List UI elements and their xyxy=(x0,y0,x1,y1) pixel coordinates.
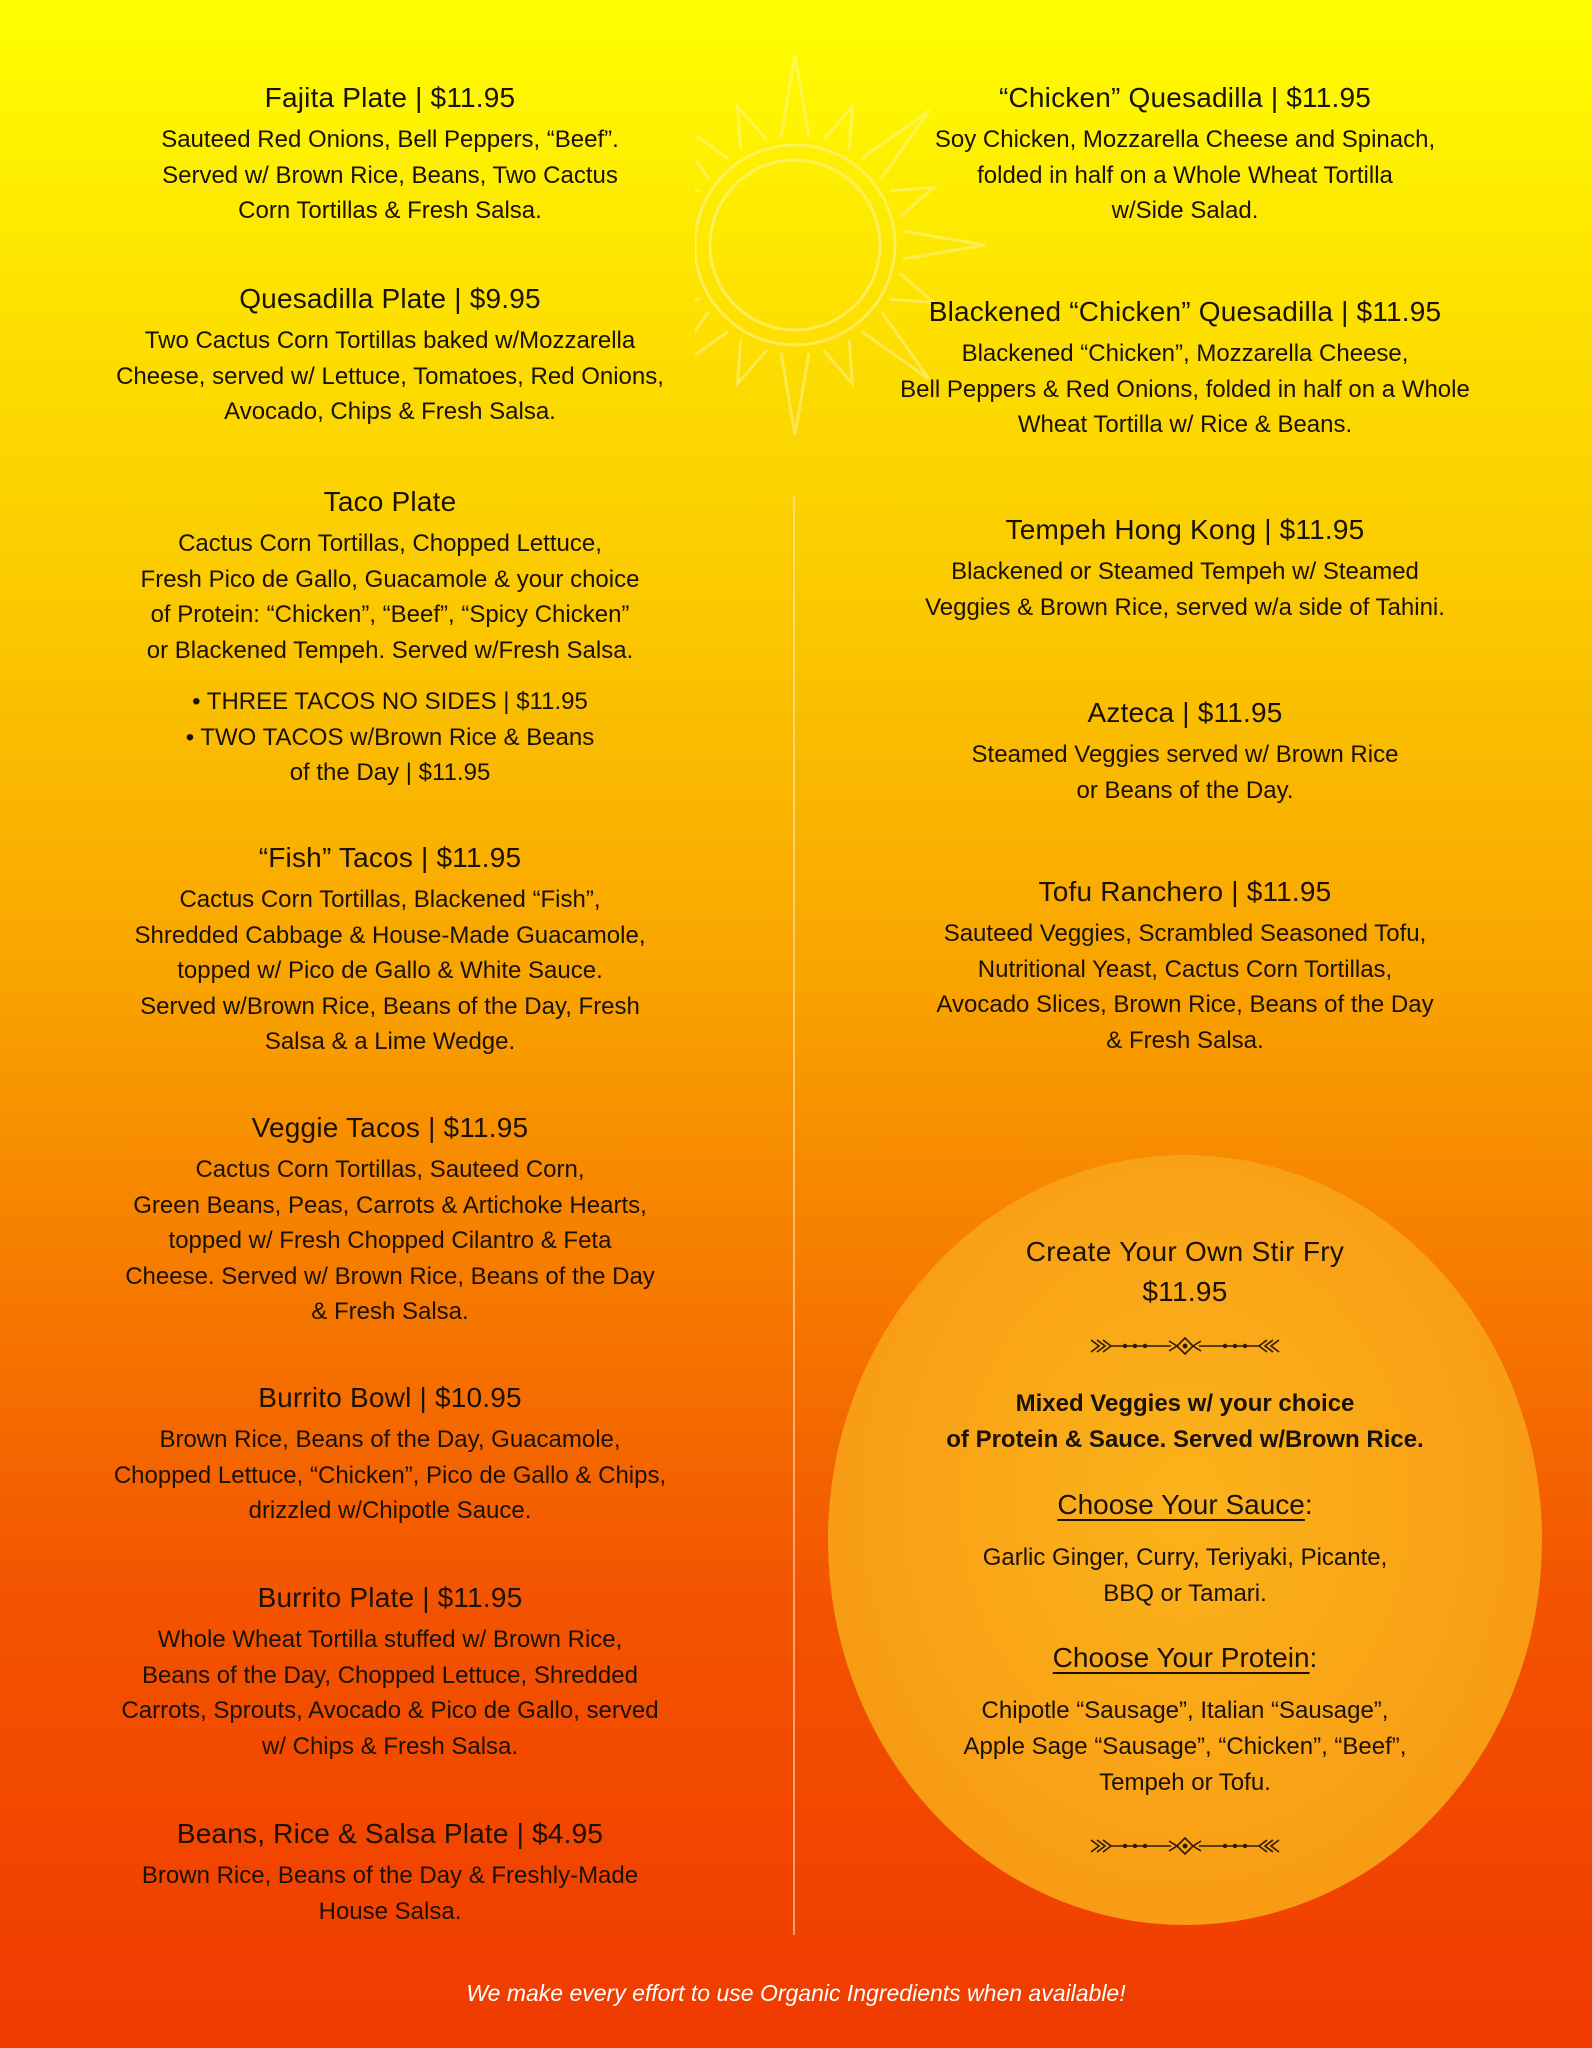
item-description: Cactus Corn Tortillas, Blackened “Fish”, Shredded Cabbage & House-Made Guacamole, topped w/ Pico de Gallo & White Sauce. Served w/Brown Rice, Beans of the Day, Fresh Salsa & a Lime Wedge. xyxy=(134,886,646,1055)
item-title: Tempeh Hong Kong | $11.95 xyxy=(1005,514,1365,545)
protein-section xyxy=(828,1640,1542,1801)
item-description: Sauteed Red Onions, Bell Peppers, “Beef”. Served w/ Brown Rice, Beans, Two Cactus Corn Tortillas & Fresh Salsa. xyxy=(161,126,619,224)
item-title: Azteca | $11.95 xyxy=(1087,697,1283,728)
menu-item-quesadilla-plate xyxy=(65,281,715,430)
taco-options: • THREE TACOS NO SIDES | $11.95 • TWO TACOS w/Brown Rice & Beans of the Day | $11.95 xyxy=(185,688,595,786)
column-divider xyxy=(793,495,795,1935)
sauce-heading: Choose Your Sauce: xyxy=(1057,1489,1313,1520)
item-title: Burrito Plate | $11.95 xyxy=(257,1582,523,1613)
item-description: Brown Rice, Beans of the Day, Guacamole, Chopped Lettuce, “Chicken”, Pico de Gallo & Chips, drizzled w/Chipotle Sauce. xyxy=(113,1426,667,1524)
item-title: Burrito Bowl | $10.95 xyxy=(258,1382,522,1413)
item-title: Fajita Plate | $11.95 xyxy=(264,82,516,113)
item-title: Veggie Tacos | $11.95 xyxy=(251,1112,529,1143)
item-title: Beans, Rice & Salsa Plate | $4.95 xyxy=(176,1818,604,1849)
menu-item-fajita-plate xyxy=(65,80,715,229)
menu-item-burrito-bowl xyxy=(65,1380,715,1529)
sun-ray xyxy=(903,231,985,259)
arrow-ornament-icon xyxy=(1085,1335,1285,1357)
item-title: “Fish” Tacos | $11.95 xyxy=(258,842,522,873)
stir-fry-price: $11.95 xyxy=(1142,1276,1228,1307)
item-description: Sauteed Veggies, Scrambled Seasoned Tofu, Nutritional Yeast, Cactus Corn Tortillas, Avocado Slices, Brown Rice, Beans of the Day & Fresh Salsa. xyxy=(936,920,1434,1054)
item-title: “Chicken” Quesadilla | $11.95 xyxy=(998,82,1372,113)
menu-item-tempeh-hong-kong xyxy=(860,512,1510,625)
stir-fry-title: Create Your Own Stir Fry xyxy=(1025,1236,1345,1267)
stir-fry-ornament-bottom xyxy=(828,1835,1542,1857)
stir-fry-ornament-top xyxy=(828,1335,1542,1357)
sun-ray xyxy=(823,106,852,150)
menu-item-chicken-quesadilla xyxy=(860,80,1510,229)
menu-item-taco-plate xyxy=(65,484,715,791)
protein-heading: Choose Your Protein: xyxy=(1052,1642,1318,1673)
menu-item-burrito-plate xyxy=(65,1580,715,1764)
menu-item-fish-tacos xyxy=(65,840,715,1060)
item-description: Two Cactus Corn Tortillas baked w/Mozzarella Cheese, served w/ Lettuce, Tomatoes, Red Onions, Avocado, Chips & Fresh Salsa. xyxy=(116,327,664,425)
item-title: Quesadilla Plate | $9.95 xyxy=(239,283,541,314)
stir-fry-heading xyxy=(828,1232,1542,1312)
organic-ingredients-note: We make every effort to use Organic Ingredients when available! xyxy=(466,1980,1126,2006)
item-description: Cactus Corn Tortillas, Sauteed Corn, Green Beans, Peas, Carrots & Artichoke Hearts, topped w/ Fresh Chopped Cilantro & Feta Cheese. Served w/ Brown Rice, Beans of the Day & Fresh Salsa. xyxy=(125,1156,655,1325)
menu-item-azteca xyxy=(860,695,1510,808)
menu-item-blackened-chicken-quesadilla xyxy=(860,294,1510,443)
item-description: Blackened “Chicken”, Mozzarella Cheese, Bell Peppers & Red Onions, folded in half on a Whole Wheat Tortilla w/ Rice & Beans. xyxy=(900,340,1470,438)
sun-ray xyxy=(781,55,809,137)
sauce-options: Garlic Ginger, Curry, Teriyaki, Picante, BBQ or Tamari. xyxy=(982,1544,1388,1607)
sauce-section xyxy=(828,1487,1542,1612)
sun-ray xyxy=(823,339,852,383)
item-description: Brown Rice, Beans of the Day & Freshly-Made House Salsa. xyxy=(141,1862,639,1925)
sun-ray xyxy=(738,339,767,383)
item-description: Cactus Corn Tortillas, Chopped Lettuce, Fresh Pico de Gallo, Guacamole & your choice of Protein: “Chicken”, “Beef”, “Spicy Chicken” or Blackened Tempeh. Served w/Fresh Salsa. xyxy=(140,530,640,664)
item-title: Tofu Ranchero | $11.95 xyxy=(1038,876,1332,907)
item-description: Blackened or Steamed Tempeh w/ Steamed Veggies & Brown Rice, served w/a side of Tahini. xyxy=(925,558,1445,621)
item-title: Taco Plate xyxy=(323,486,457,517)
protein-options: Chipotle “Sausage”, Italian “Sausage”, Apple Sage “Sausage”, “Chicken”, “Beef”, Tempeh or Tofu. xyxy=(963,1697,1407,1796)
item-description: Soy Chicken, Mozzarella Cheese and Spinach, folded in half on a Whole Wheat Tortilla w/Side Salad. xyxy=(934,126,1436,224)
sun-ray xyxy=(738,106,767,150)
item-description: Whole Wheat Tortilla stuffed w/ Brown Rice, Beans of the Day, Chopped Lettuce, Shredded Carrots, Sprouts, Avocado & Pico de Gallo, served w/ Chips & Fresh Salsa. xyxy=(121,1626,659,1760)
item-description: Steamed Veggies served w/ Brown Rice or Beans of the Day. xyxy=(971,741,1399,804)
stir-fry-intro: Mixed Veggies w/ your choice of Protein & Sauce. Served w/Brown Rice. xyxy=(946,1390,1424,1453)
menu-item-veggie-tacos xyxy=(65,1110,715,1330)
item-title: Blackened “Chicken” Quesadilla | $11.95 xyxy=(928,296,1442,327)
menu-item-beans-rice-salsa-plate xyxy=(65,1816,715,1929)
sun-ray xyxy=(781,353,809,435)
menu-item-tofu-ranchero xyxy=(860,874,1510,1058)
arrow-ornament-icon xyxy=(1085,1835,1285,1857)
